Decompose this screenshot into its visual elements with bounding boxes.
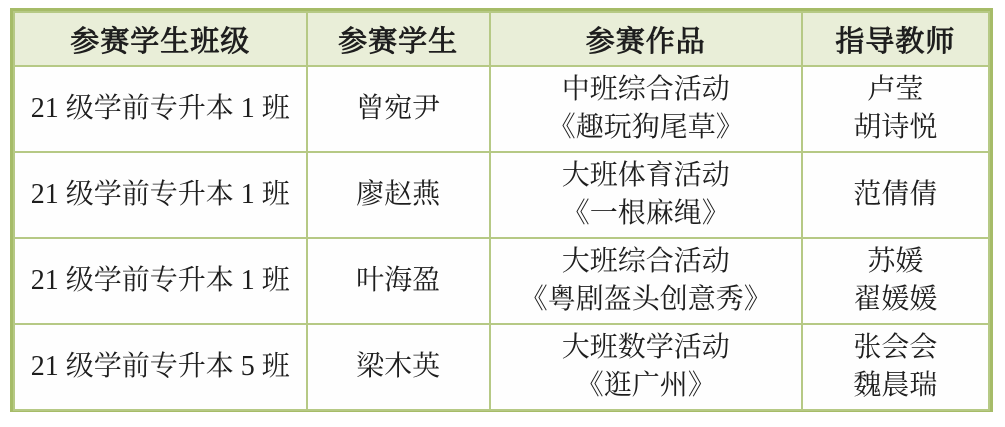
cell-student: 梁木英 [307, 324, 490, 410]
column-header-class: 参赛学生班级 [14, 12, 307, 66]
cell-work [490, 66, 802, 152]
table-row [14, 238, 989, 324]
teacher-name: 卢莹 [867, 74, 924, 105]
header-row [14, 12, 989, 66]
work-title-line: 《一根麻绳》 [561, 198, 730, 229]
cell-work [490, 152, 802, 238]
teacher-name: 翟媛媛 [853, 284, 938, 315]
table-row [14, 152, 989, 238]
work-title-line: 《粤剧盔头创意秀》 [519, 284, 772, 315]
teacher-name: 苏媛 [867, 246, 924, 277]
cell-teachers [802, 238, 989, 324]
cell-work [490, 324, 802, 410]
teacher-name: 胡诗悦 [853, 112, 938, 143]
work-activity-line: 大班综合活动 [561, 246, 730, 277]
cell-student: 廖赵燕 [307, 152, 490, 238]
cell-work [490, 238, 802, 324]
cell-student: 叶海盈 [307, 238, 490, 324]
cell-class: 21 级学前专升本 1 班 [14, 238, 307, 324]
cell-class: 21 级学前专升本 5 班 [14, 324, 307, 410]
table-body [14, 66, 989, 410]
work-activity-line: 中班综合活动 [561, 74, 730, 105]
teacher-name: 范倩倩 [853, 179, 938, 210]
column-header-student: 参赛学生 [307, 12, 490, 66]
teacher-name: 张会会 [853, 332, 938, 363]
cell-class: 21 级学前专升本 1 班 [14, 66, 307, 152]
cell-teachers [802, 324, 989, 410]
cell-student: 曾宛尹 [307, 66, 490, 152]
teacher-name: 魏晨瑞 [853, 370, 938, 401]
table-header [14, 12, 989, 66]
table-row [14, 324, 989, 410]
work-title-line: 《逛广州》 [575, 370, 716, 401]
cell-teachers [802, 152, 989, 238]
cell-teachers [802, 66, 989, 152]
cell-class: 21 级学前专升本 1 班 [14, 152, 307, 238]
column-header-work: 参赛作品 [490, 12, 802, 66]
work-activity-line: 大班体育活动 [561, 160, 730, 191]
column-header-teacher: 指导教师 [802, 12, 989, 66]
competition-results-table [13, 11, 990, 411]
table-row [14, 66, 989, 152]
work-activity-line: 大班数学活动 [561, 332, 730, 363]
work-title-line: 《趣玩狗尾草》 [547, 112, 744, 143]
competition-results-table-container [10, 8, 993, 412]
